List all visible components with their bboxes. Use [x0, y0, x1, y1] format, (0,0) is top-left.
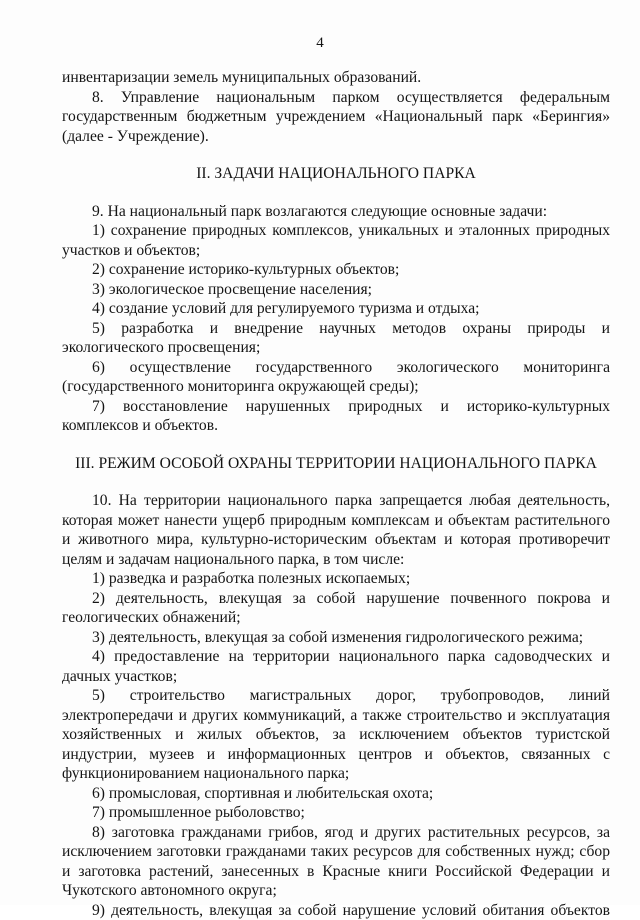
prohibition-item-7: 7) промышленное рыболовство;: [62, 803, 610, 823]
document-body: [62, 68, 610, 920]
task-item-3: 3) экологическое просвещение населения;: [62, 280, 610, 300]
task-item-4: 4) создание условий для регулируемого туризма и отдыха;: [62, 299, 610, 319]
section-3-lead: 10. На территории национального парка запрещается любая деятельность, которая может нанести ущерб природным комплексам и объектам растительного и животного мира, культурно-историческим объектам и которая противоречит целям и задачам национального парка, в том числе:: [62, 491, 610, 569]
section-2-heading: II. ЗАДАЧИ НАЦИОНАЛЬНОГО ПАРКА: [62, 164, 610, 184]
task-item-6: 6) осуществление государственного экологического мониторинга (государственного мониторинга окружающей среды);: [62, 358, 610, 397]
continuation-line: инвентаризации земель муниципальных образований.: [62, 68, 610, 88]
section-3-heading: III. РЕЖИМ ОСОБОЙ ОХРАНЫ ТЕРРИТОРИИ НАЦИОНАЛЬНОГО ПАРКА: [62, 454, 610, 474]
prohibition-item-3: 3) деятельность, влекущая за собой изменения гидрологического режима;: [62, 628, 610, 648]
prohibition-item-6: 6) промысловая, спортивная и любительская охота;: [62, 784, 610, 804]
task-item-5: 5) разработка и внедрение научных методов охраны природы и экологического просвещения;: [62, 319, 610, 358]
prohibition-item-8: 8) заготовка гражданами грибов, ягод и других растительных ресурсов, за исключением заготовки гражданами таких ресурсов для собственных нужд; сбор и заготовка растений, занесенных в Красные книги Российской Федерации и Чукотского автономного округа;: [62, 823, 610, 901]
task-item-2: 2) сохранение историко-культурных объектов;: [62, 260, 610, 280]
paragraph-item-8: 8. Управление национальным парком осуществляется федеральным государственным бюджетным учреждением «Национальный парк «Берингия» (далее - Учреждение).: [62, 88, 610, 147]
page-number: 4: [0, 34, 640, 54]
prohibition-item-1: 1) разведка и разработка полезных ископаемых;: [62, 569, 610, 589]
section-2-lead: 9. На национальный парк возлагаются следующие основные задачи:: [62, 202, 610, 222]
prohibition-item-5: 5) строительство магистральных дорог, трубопроводов, линий электропередачи и других коммуникаций, а также строительство и эксплуатация хозяйственных и жилых объектов, за исключением объектов туристской индустрии, музеев и информационных центров и объектов, связанных с функционированием национального парка;: [62, 686, 610, 784]
prohibition-item-2: 2) деятельность, влекущая за собой нарушение почвенного покрова и геологических обнажений;: [62, 589, 610, 628]
prohibition-item-9: 9) деятельность, влекущая за собой нарушение условий обитания объектов: [62, 901, 610, 920]
prohibition-item-4: 4) предоставление на территории национального парка садоводческих и дачных участков;: [62, 647, 610, 686]
task-item-1: 1) сохранение природных комплексов, уникальных и эталонных природных участков и объектов;: [62, 221, 610, 260]
task-item-7: 7) восстановление нарушенных природных и историко-культурных комплексов и объектов.: [62, 397, 610, 436]
